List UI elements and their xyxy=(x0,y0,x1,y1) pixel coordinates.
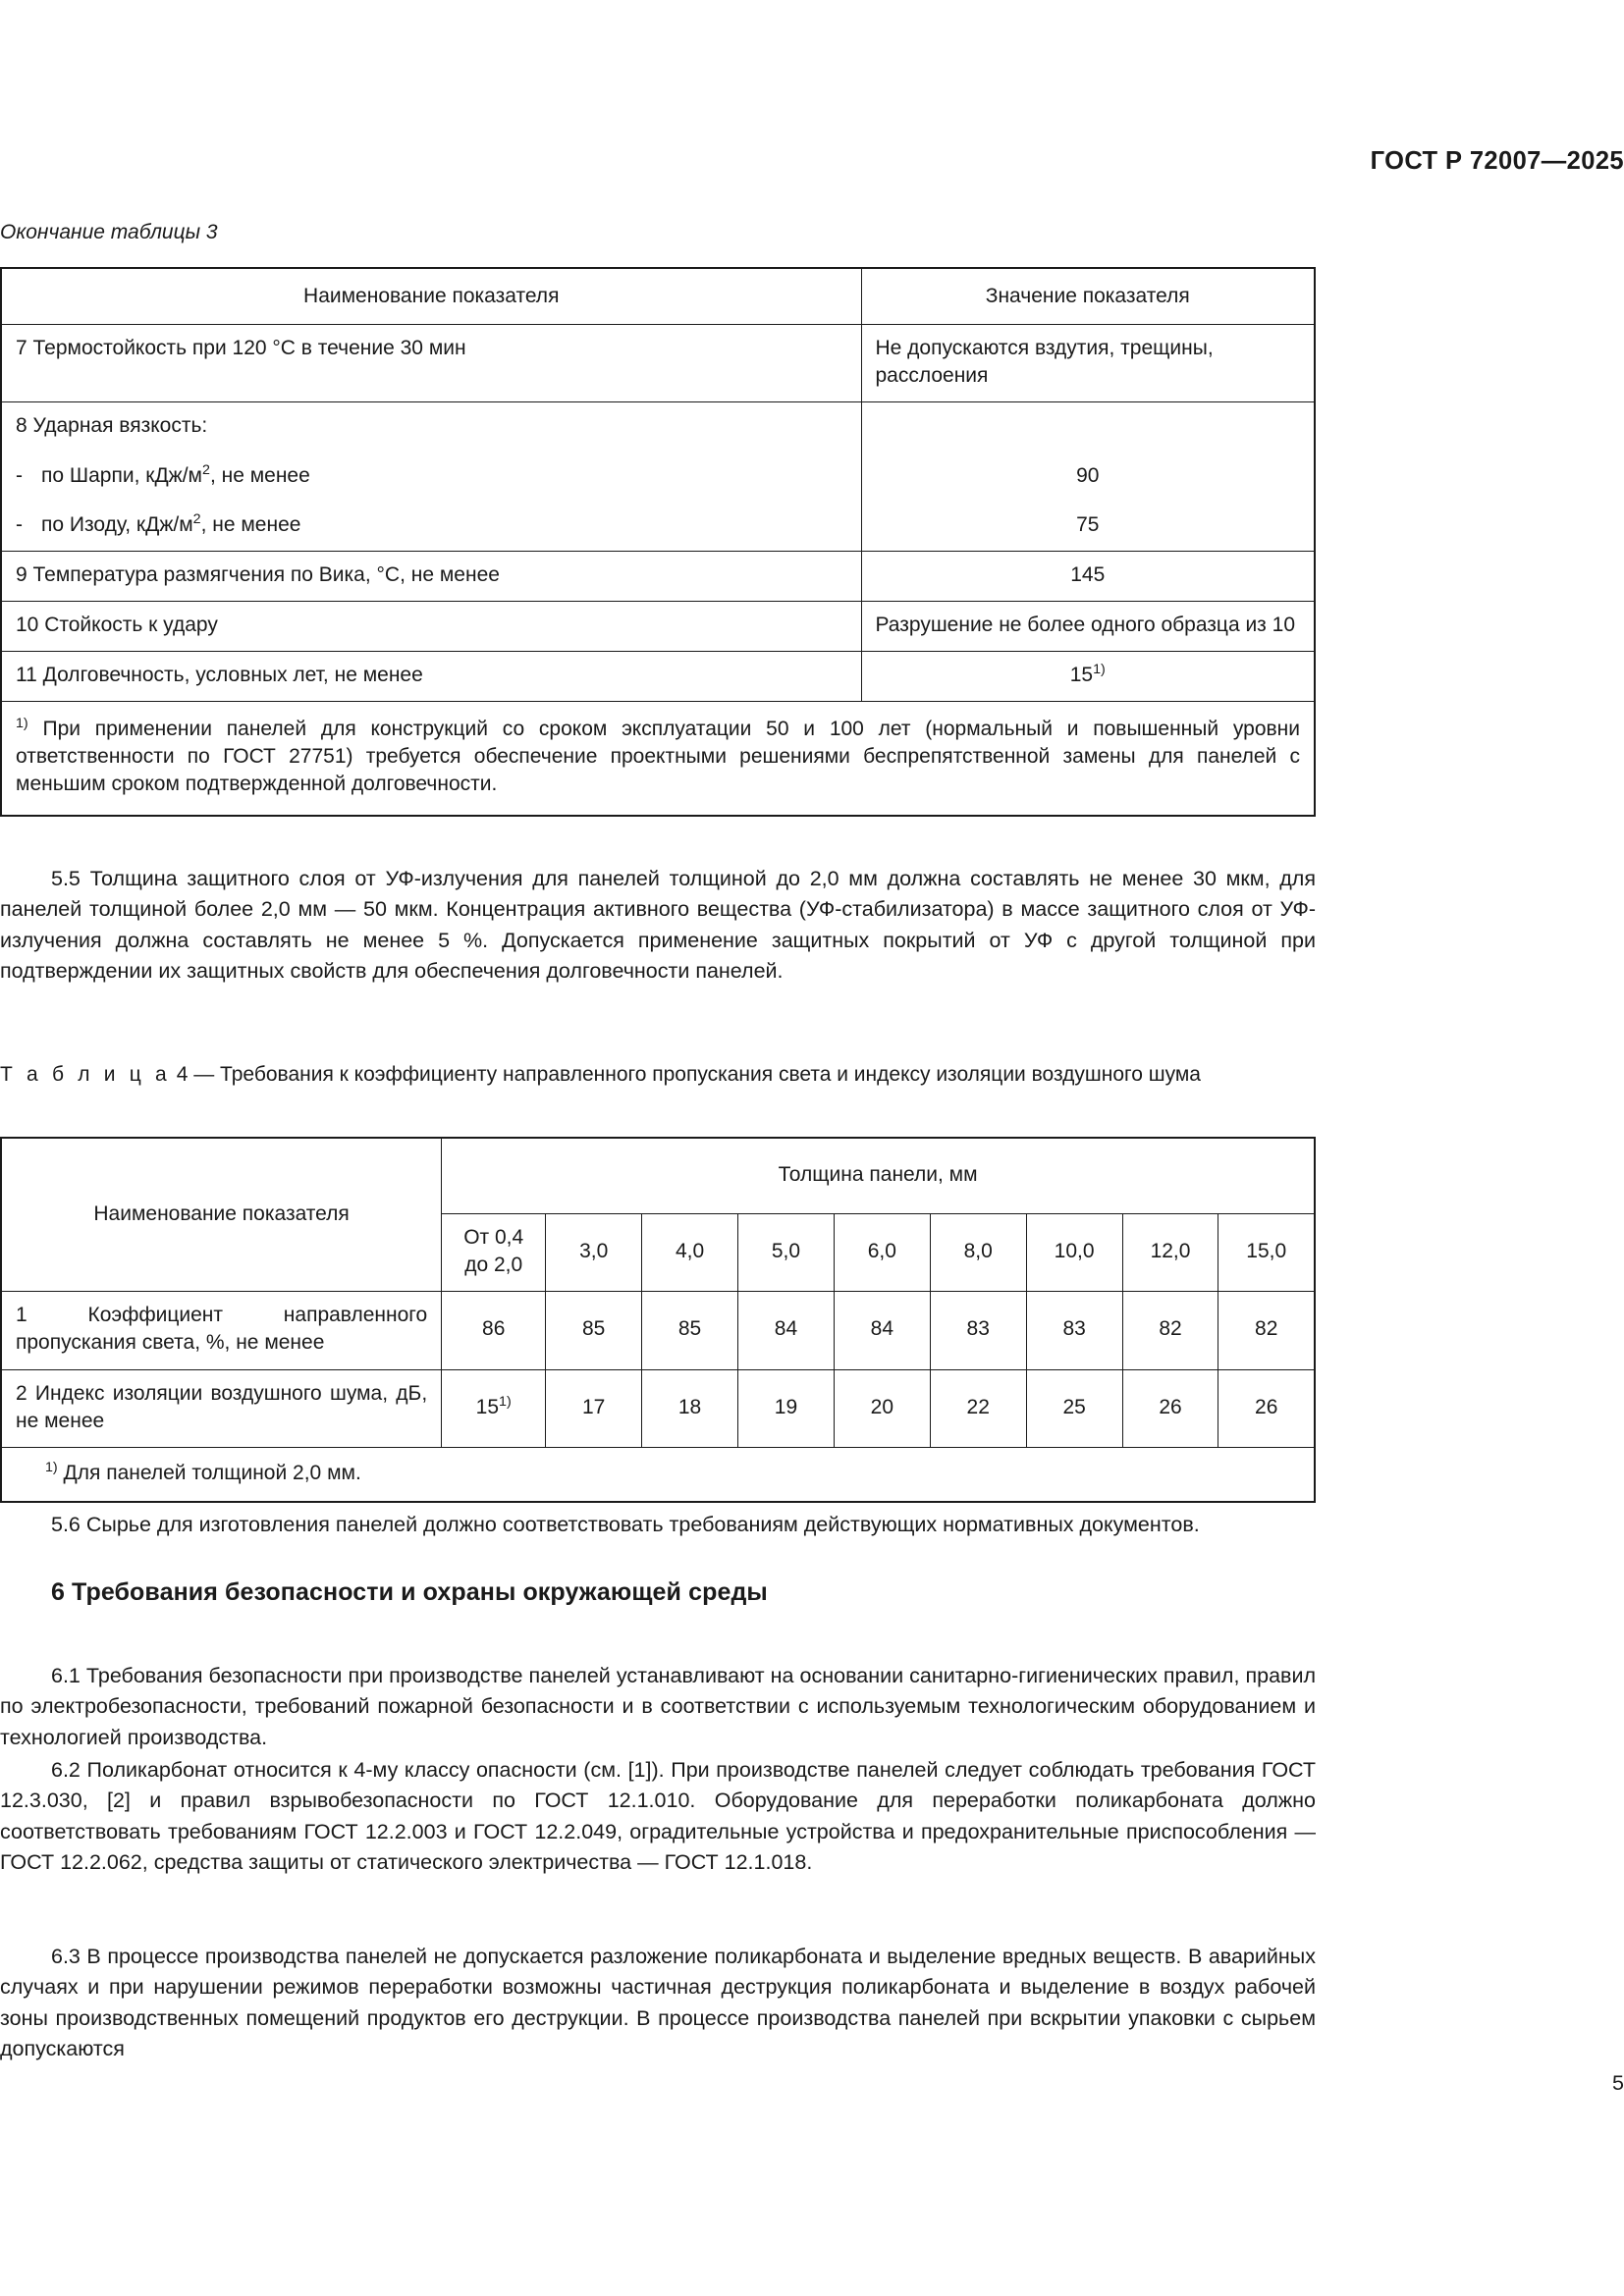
table-row xyxy=(1,402,1315,453)
table4-group-header-thickness: Толщина панели, мм xyxy=(442,1138,1315,1214)
table3-col-header-name: Наименование показателя xyxy=(1,268,861,325)
table3-cell-value: 90 xyxy=(861,453,1315,502)
table4-cell-value: 22 xyxy=(930,1369,1026,1447)
table4-row-name: 2 Индекс изоляции воздушного шума, дБ, не менее xyxy=(1,1369,442,1447)
table3-cell-value xyxy=(861,652,1315,702)
table-row xyxy=(1,1292,1315,1369)
paragraph-5-6-container xyxy=(0,1510,1316,1540)
table3-cell-name xyxy=(1,453,861,502)
section-6-heading: 6 Требования безопасности и охраны окружающей среды xyxy=(51,1578,768,1606)
table3-value-number: 15 xyxy=(1069,664,1094,686)
paragraph-5-5: 5.5 Толщина защитного слоя от УФ-излучения для панелей толщиной до 2,0 мм должна составлять не менее 30 мкм, для панелей толщиной более 2,0 мм — 50 мкм. Концентрация активного вещества (УФ-стабилизатора) в массе защитного слоя от УФ-излучения должна составлять не менее 5 %. Допускается применение защитных покрытий от УФ с другой толщиной при подтверждении их защитных свойств для обеспечения долговечности панелей. xyxy=(0,867,1316,984)
table4-cell-value: 85 xyxy=(546,1292,642,1369)
table4-cell-value xyxy=(442,1369,546,1447)
table4-thickness-col-2: 4,0 xyxy=(642,1214,738,1292)
table-row xyxy=(1,652,1315,702)
table3-header-row xyxy=(1,268,1315,325)
table4-caption xyxy=(0,1060,1316,1090)
table-row xyxy=(1,601,1315,651)
list-dash: - xyxy=(16,463,23,487)
table4-cell-value: 84 xyxy=(738,1292,835,1369)
paragraph-5-6: 5.6 Сырье для изготовления панелей должно соответствовать требованиям действующих нормативных документов. xyxy=(51,1513,1200,1536)
table3-cell-name: 9 Температура размягчения по Вика, °C, не менее xyxy=(1,551,861,601)
table4-cell-value: 82 xyxy=(1218,1292,1315,1369)
table-row xyxy=(1,551,1315,601)
table3-continuation-caption: Окончание таблицы 3 xyxy=(0,221,218,243)
footnote-marker: 1) xyxy=(45,1459,58,1475)
table3-cell-name: 11 Долговечность, условных лет, не менее xyxy=(1,652,861,702)
table3-cell-name: 10 Стойкость к удару xyxy=(1,601,861,651)
table4-footnote-row xyxy=(1,1447,1315,1502)
table4-cell-value: 26 xyxy=(1218,1369,1315,1447)
table4-cell-value: 83 xyxy=(1026,1292,1122,1369)
table4-thickness-col-4: 6,0 xyxy=(834,1214,930,1292)
table3-cell-value: 145 xyxy=(861,551,1315,601)
table3-cell-name xyxy=(1,502,861,552)
table-4 xyxy=(0,1137,1316,1503)
table3-col-header-value: Значение показателя xyxy=(861,268,1315,325)
document-header-standard-code: ГОСТ Р 72007—2025 xyxy=(1370,147,1624,175)
table4-cell-value: 84 xyxy=(834,1292,930,1369)
table-3 xyxy=(0,267,1316,817)
table3-cell-value: Не допускаются вздутия, трещины, расслоения xyxy=(861,325,1315,402)
table4-cell-value: 19 xyxy=(738,1369,835,1447)
footnote-marker: 1) xyxy=(16,716,28,732)
table4-cell-value: 26 xyxy=(1122,1369,1218,1447)
paragraph-6-1-container xyxy=(0,1661,1316,1753)
table4-caption-text: — Требования к коэффициенту направленного пропускания света и индексу изоляции воздушного шума xyxy=(193,1063,1201,1086)
paragraph-6-3-container xyxy=(0,1942,1316,2065)
table4-cell-value: 83 xyxy=(930,1292,1026,1369)
table4-cell-value: 85 xyxy=(642,1292,738,1369)
table-row xyxy=(1,325,1315,402)
table3-cell-value xyxy=(861,402,1315,453)
table4-cell-value: 17 xyxy=(546,1369,642,1447)
superscript-exponent: 2 xyxy=(202,461,210,478)
paragraph-6-2: 6.2 Поликарбонат относится к 4-му классу опасности (см. [1]). При производстве панелей следует соблюдать требования ГОСТ 12.3.030, [2] и правил взрывобезопасности по ГОСТ 12.1.010. Оборудование для переработки поликарбоната должно соответствовать требованиям ГОСТ 12.2.003 и ГОСТ 12.2.049, оградительные устройства и предохранительные приспособления — ГОСТ 12.2.062, средства защиты от статического электричества — ГОСТ 12.1.018. xyxy=(0,1758,1316,1875)
table3-cell-name: 8 Ударная вязкость: xyxy=(1,402,861,453)
table3-cell-value: Разрушение не более одного образца из 10 xyxy=(861,601,1315,651)
table4-thickness-col-5: 8,0 xyxy=(930,1214,1026,1292)
table-row xyxy=(1,502,1315,552)
footnote-text: Для панелей толщиной 2,0 мм. xyxy=(63,1461,361,1484)
paragraph-6-1: 6.1 Требования безопасности при производстве панелей устанавливают на основании санитарно-гигиенических правил, правил по электробезопасности, требований пожарной безопасности и в соответствии с используемым технологическим оборудованием и технологией производства. xyxy=(0,1664,1316,1749)
page-number: 5 xyxy=(1612,2071,1624,2095)
table4-footnote xyxy=(1,1447,1315,1502)
table3-cell-name: 7 Термостойкость при 120 °C в течение 30 мин xyxy=(1,325,861,402)
table4-value-number: 15 xyxy=(475,1395,500,1418)
footnote-reference: 1) xyxy=(499,1393,512,1410)
list-dash: - xyxy=(16,512,23,536)
table4-thickness-col-3: 5,0 xyxy=(738,1214,835,1292)
superscript-exponent: 2 xyxy=(192,510,201,527)
table3-cell-value: 75 xyxy=(861,502,1315,552)
table4-thickness-col-6: 10,0 xyxy=(1026,1214,1122,1292)
table4-cell-value: 25 xyxy=(1026,1369,1122,1447)
table-row xyxy=(1,453,1315,502)
table4-thickness-col-7: 12,0 xyxy=(1122,1214,1218,1292)
table4-cell-value: 18 xyxy=(642,1369,738,1447)
table4-row-name: 1 Коэффициент направленного пропускания света, %, не менее xyxy=(1,1292,442,1369)
footnote-text: При применении панелей для конструкций со сроком эксплуатации 50 и 100 лет (нормальный и повышенный уровни ответственности по ГОСТ 27751) требуется обеспечение проектными решениями беспрепятственной замены для панелей с меньшим сроком подтвержденной долговечности. xyxy=(16,718,1300,796)
table4-col-header-name: Наименование показателя xyxy=(1,1138,442,1292)
table4-cell-value: 20 xyxy=(834,1369,930,1447)
table4-thickness-col-0: От 0,4 до 2,0 xyxy=(442,1214,546,1292)
table4-header-row-group xyxy=(1,1138,1315,1214)
table3-subrow-label: по Шарпи, кДж/$м^2$, не менее xyxy=(41,461,310,487)
footnote-reference: 1) xyxy=(1093,662,1106,677)
table4-caption-label: Т а б л и ц а xyxy=(0,1063,171,1086)
paragraph-5-5-container xyxy=(0,864,1316,988)
table4-caption-number: 4 xyxy=(176,1063,189,1086)
table3-footnote-row xyxy=(1,702,1315,816)
table4-cell-value: 82 xyxy=(1122,1292,1218,1369)
table4-thickness-col-1: 3,0 xyxy=(546,1214,642,1292)
table3-subrow-label: по Изоду, кДж/$м^2$, не менее xyxy=(41,510,301,536)
paragraph-6-3: 6.3 В процессе производства панелей не допускается разложение поликарбоната и выделение вредных веществ. В аварийных случаях и при нарушении режимов переработки возможны частичная деструкция поликарбоната и выделение в воздух рабочей зоны производственных помещений продуктов его деструкции. В процессе производства панелей при вскрытии упаковки с сырьем допускаются xyxy=(0,1945,1316,2061)
table4-cell-value: 86 xyxy=(442,1292,546,1369)
paragraph-6-2-container xyxy=(0,1755,1316,1879)
table3-footnote xyxy=(1,702,1315,816)
table-row xyxy=(1,1369,1315,1447)
table4-thickness-col-8: 15,0 xyxy=(1218,1214,1315,1292)
